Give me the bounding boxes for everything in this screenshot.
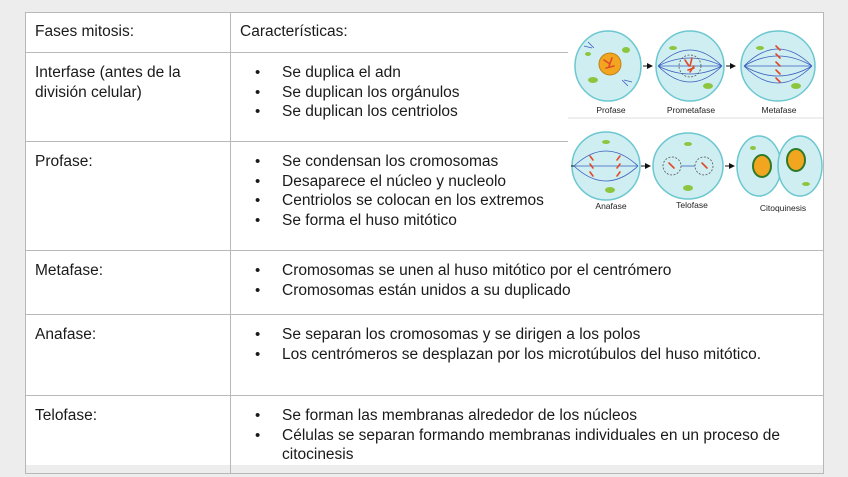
phase-telofase: Telofase: bbox=[26, 396, 231, 474]
list-item: • Se duplica el adn bbox=[240, 63, 815, 83]
list-item: • Células se separan formando membranas individuales en un proceso de citocinesis bbox=[240, 426, 815, 465]
anafase-cell bbox=[572, 132, 640, 200]
list-item: • Se forman las membranas alrededor de los núcleos bbox=[240, 406, 815, 426]
mitosis-illustration bbox=[568, 20, 823, 213]
phase-profase: Profase: bbox=[26, 142, 231, 251]
list-item: • Cromosomas se unen al huso mitótico por el centrómero bbox=[240, 261, 815, 281]
prometafase-cell bbox=[656, 31, 724, 101]
table-row bbox=[26, 396, 824, 474]
list-item: • Los centrómeros se desplazan por los microtúbulos del huso mitótico. bbox=[240, 345, 815, 365]
citoquinesis-cells bbox=[737, 136, 822, 196]
header-phases: Fases mitosis: bbox=[26, 13, 231, 53]
characteristics-telofase bbox=[231, 396, 824, 474]
list-item: • Cromosomas están unidos a su duplicado bbox=[240, 281, 815, 301]
metafase-cell bbox=[741, 31, 815, 101]
list-item: • Se forma el huso mitótico bbox=[240, 211, 815, 231]
mitosis-stages-drawing bbox=[568, 20, 823, 213]
label-anafase: Anafase bbox=[595, 201, 627, 211]
label-telofase: Telofase bbox=[676, 200, 708, 210]
characteristics-metafase bbox=[231, 251, 824, 315]
table-row bbox=[26, 251, 824, 315]
phase-metafase: Metafase: bbox=[26, 251, 231, 315]
header-characteristics: Características: bbox=[231, 13, 824, 53]
label-prometafase: Prometafase bbox=[666, 105, 716, 115]
label-metafase: Metafase bbox=[761, 105, 797, 115]
label-citoquinesis: Citoquinesis bbox=[759, 203, 807, 213]
label-profase: Profase bbox=[596, 105, 626, 115]
list-item: • Se duplican los centriolos bbox=[240, 102, 815, 122]
list-item: • Centriolos se colocan en los extremos bbox=[240, 191, 815, 211]
phase-interfase: Interfase (antes de la división celular) bbox=[26, 53, 231, 142]
profase-cell bbox=[575, 31, 641, 101]
list-item: • Se separan los cromosomas y se dirigen a los polos bbox=[240, 325, 815, 345]
list-item: • Se condensan los cromosomas bbox=[240, 152, 815, 172]
table-row bbox=[26, 315, 824, 396]
phase-anafase: Anafase: bbox=[26, 315, 231, 396]
telofase-cell bbox=[653, 133, 723, 199]
list-item: • Desaparece el núcleo y nucleolo bbox=[240, 172, 815, 192]
characteristics-anafase bbox=[231, 315, 824, 396]
list-item: • Se duplican los orgánulos bbox=[240, 83, 815, 103]
